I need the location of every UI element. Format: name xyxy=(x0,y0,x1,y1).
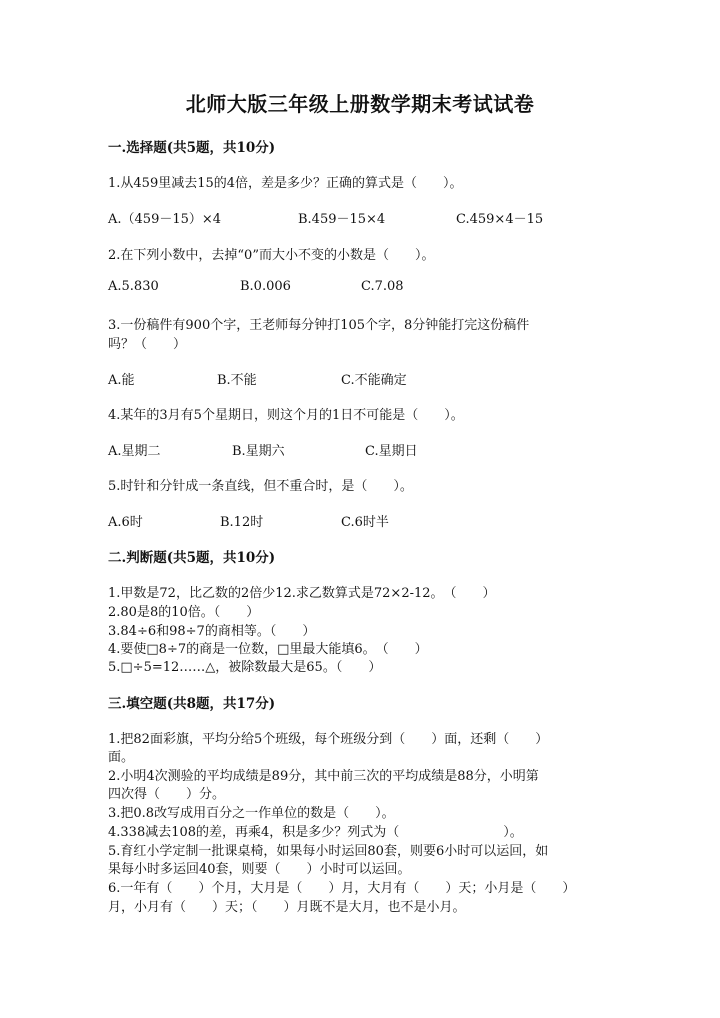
list-item: 1.把82面彩旗，平均分给5个班级，每个班级分到（ ）面，还剩（ ） xyxy=(108,732,549,747)
option-b: B.0.006 xyxy=(240,279,291,294)
option-a: A.能 xyxy=(108,373,135,388)
section-heading-judge: 二.判断题(共5题，共10分) xyxy=(108,550,276,566)
question-text: 5.时针和分针成一条直线，但不重合时，是（ ）。 xyxy=(108,479,413,494)
list-item: 面。 xyxy=(108,750,135,765)
list-item: 2.小明4次测验的平均成绩是89分，其中前三次的平均成绩是88分，小明第 xyxy=(108,769,539,784)
list-item: 四次得（ ）分。 xyxy=(108,787,226,802)
page-title: 北师大版三年级上册数学期末考试试卷 xyxy=(185,92,535,116)
list-item: 5.育红小学定制一批课桌椅，如果每小时运回80套，则要6小时可以运回，如 xyxy=(108,844,549,859)
option-a: A.星期二 xyxy=(108,444,161,459)
option-a: A.6时 xyxy=(108,515,143,530)
list-item: 3.把0.8改写成用百分之一作单位的数是（ ）。 xyxy=(108,806,395,821)
option-b: B.星期六 xyxy=(232,444,285,459)
list-item: 2.80是8的10倍。（ ） xyxy=(108,605,260,620)
question-text: 4.某年的3月有5个星期日，则这个月的1日不可能是（ ）。 xyxy=(108,408,464,423)
question-text-cont: 吗？（ ） xyxy=(108,337,187,352)
list-item: 4.要使□8÷7的商是一位数，□里最大能填6。 （ ） xyxy=(108,642,428,657)
option-c: C.7.08 xyxy=(361,279,404,294)
option-b: B.12时 xyxy=(220,515,264,530)
question-text: 3.一份稿件有900个字，王老师每分钟打105个字，8分钟能打完这份稿件 xyxy=(108,318,530,333)
question-text: 1.从459里减去15的4倍，差是多少？正确的算式是（ ）。 xyxy=(108,176,463,191)
option-a: A.（459－15）×4 xyxy=(108,212,222,227)
option-c: C.不能确定 xyxy=(341,373,407,388)
section-heading-fill: 三.填空题(共8题，共17分) xyxy=(108,696,276,712)
question-text: 2.在下列小数中，去掉“0”而大小不变的小数是（ ）。 xyxy=(108,248,435,263)
list-item: 果每小时多运回40套，则要（ ）小时可以运回。 xyxy=(108,862,411,877)
option-a: A.5.830 xyxy=(108,279,159,294)
list-item: 6.一年有（ ）个月，大月是（ ）月，大月有（ ）天；小月是（ ） xyxy=(108,881,576,896)
option-b: B.不能 xyxy=(217,373,257,388)
option-c: C.6时半 xyxy=(341,515,389,530)
option-b: B.459－15×4 xyxy=(298,212,386,227)
list-item: 月，小月有（ ）天；（ ）月既不是大月，也不是小月。 xyxy=(108,900,466,915)
section-heading-choice: 一.选择题(共5题，共10分) xyxy=(108,140,276,156)
list-item: 3.84÷6和98÷7的商相等。（ ） xyxy=(108,624,316,639)
list-item: 4.338减去108的差，再乘4，积是多少？列式为（ ）。 xyxy=(108,825,523,840)
list-item: 5.□÷5=12……△，被除数最大是65。（ ） xyxy=(108,660,382,675)
list-item: 1.甲数是72，比乙数的2倍少12.求乙数算式是72×2-12。 （ ） xyxy=(108,586,496,601)
option-c: C.星期日 xyxy=(365,444,418,459)
option-c: C.459×4－15 xyxy=(456,212,544,227)
